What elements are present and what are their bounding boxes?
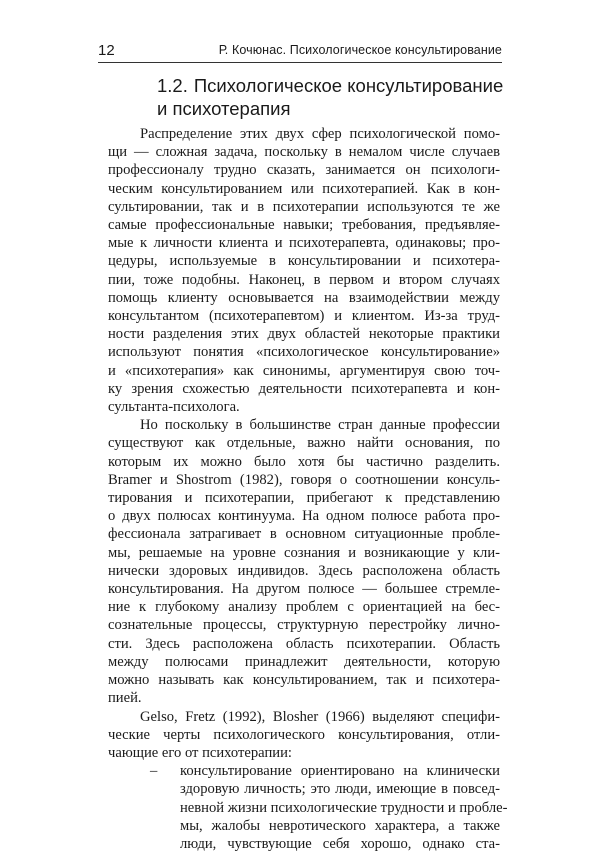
text-line: которым их можно было хотя бы частично разделить. bbox=[108, 453, 500, 470]
text-line: сти. Здесь расположена область психотерапии. Область bbox=[108, 635, 500, 652]
text-line: ности разделения этих двух областей некоторые практики bbox=[108, 326, 500, 343]
text-line: Распределение этих двух сфер психологической помо- bbox=[140, 126, 500, 142]
text-line: консультантом (психотерапевтом) и клиентом. Из-за труд- bbox=[108, 308, 500, 325]
text-line: нически здоровых индивидов. Здесь расположена область bbox=[108, 562, 500, 579]
text-line: ние к глубокому анализу проблем с ориентацией на бес- bbox=[108, 599, 500, 616]
text-line: фессионала затрагивает в основном ситуационные пробле- bbox=[108, 526, 500, 543]
text-line: самые профессиональные навыки; требования, предъявляе- bbox=[108, 217, 500, 234]
text-line: цедуры, используемые в консультировании и психотера- bbox=[108, 253, 500, 270]
text-line: ческие черты психологического консультирования, отли- bbox=[108, 726, 500, 743]
text-line: мы, решаемые на уровне сознания и возникающие у кли- bbox=[108, 544, 500, 561]
text-line: существуют как отдельные, важно найти основания, по bbox=[108, 435, 500, 452]
text-line: Но поскольку в большинстве стран данные профессии bbox=[140, 417, 500, 434]
bullet-item bbox=[108, 762, 508, 853]
paragraph-3 bbox=[108, 708, 500, 763]
text-line: Bramer и Shostrom (1982), говоря о соотношении консуль- bbox=[108, 471, 500, 488]
section-title-line1: Психологическое консультирование bbox=[193, 75, 504, 96]
text-line: профессионалу трудно сказать, занимается он психологи- bbox=[108, 162, 500, 179]
text-line: тирования и психотерапии, прибегают к представлению bbox=[108, 490, 500, 507]
text-line: щи — сложная задача, поскольку в немалом числе случаев bbox=[108, 144, 500, 161]
page-number: 12 bbox=[98, 42, 115, 59]
text-line: можно называть как консультированием, так и психотера- bbox=[108, 672, 500, 689]
text-line: помощь клиенту основывается на взаимодействии между bbox=[108, 289, 500, 306]
text-line: консультирования. На другом полюсе — большее стремле- bbox=[108, 581, 500, 598]
text-line: ку зрения схожестью деятельности психотерапевта и кон- bbox=[108, 380, 500, 397]
text-line: пии, тоже подобны. Наконец, в первом и втором случаях bbox=[108, 271, 500, 288]
text-line: консультирование ориентировано на клинически bbox=[180, 763, 500, 780]
section-number: 1.2. bbox=[157, 75, 188, 96]
running-title: Р. Кочюнас. Психологическое консультирование bbox=[218, 43, 502, 57]
bullet-dash: – bbox=[150, 763, 158, 780]
text-line: мы, жалобы невротического характера, а также bbox=[180, 817, 500, 834]
text-line: здоровую личность; это люди, имеющие в повсед- bbox=[180, 781, 500, 798]
text-line: используют понятия «психологическое консультирование» bbox=[108, 344, 500, 361]
text-line: и «психотерапия» как синонимы, аргументируя свою точ- bbox=[108, 362, 500, 379]
paragraph-2 bbox=[108, 416, 500, 707]
text-line: пией. bbox=[108, 690, 142, 707]
body-text bbox=[108, 125, 508, 853]
text-line: чающие его от психотерапии: bbox=[108, 744, 292, 761]
text-line: ческим консультированием или психотерапией. Как в кон- bbox=[108, 180, 500, 197]
section-title bbox=[157, 74, 517, 120]
text-line: сультанта-психолога. bbox=[108, 399, 240, 416]
running-head bbox=[98, 40, 502, 63]
text-line: о двух полюсах континуума. На одном полюсе работа про- bbox=[108, 508, 500, 525]
text-line: люди, чувствующие себя хорошо, однако ста- bbox=[180, 835, 500, 852]
text-line: сознательные процессы, структурную перестройку лично- bbox=[108, 617, 500, 634]
section-title-line2: и психотерапия bbox=[157, 98, 291, 119]
text-line: мые к личности клиента и психотерапевта, одинаковы; про- bbox=[108, 235, 500, 252]
text-line: невной жизни психологические трудности и пробле- bbox=[180, 799, 508, 816]
text-line: между полюсами принадлежит деятельности, которую bbox=[108, 653, 500, 670]
paragraph-1 bbox=[108, 125, 500, 416]
text-line: Gelso, Fretz (1992), Blosher (1966) выделяют специфи- bbox=[140, 708, 500, 725]
text-line: сультировании, так и в психотерапии используются те же bbox=[108, 198, 500, 215]
